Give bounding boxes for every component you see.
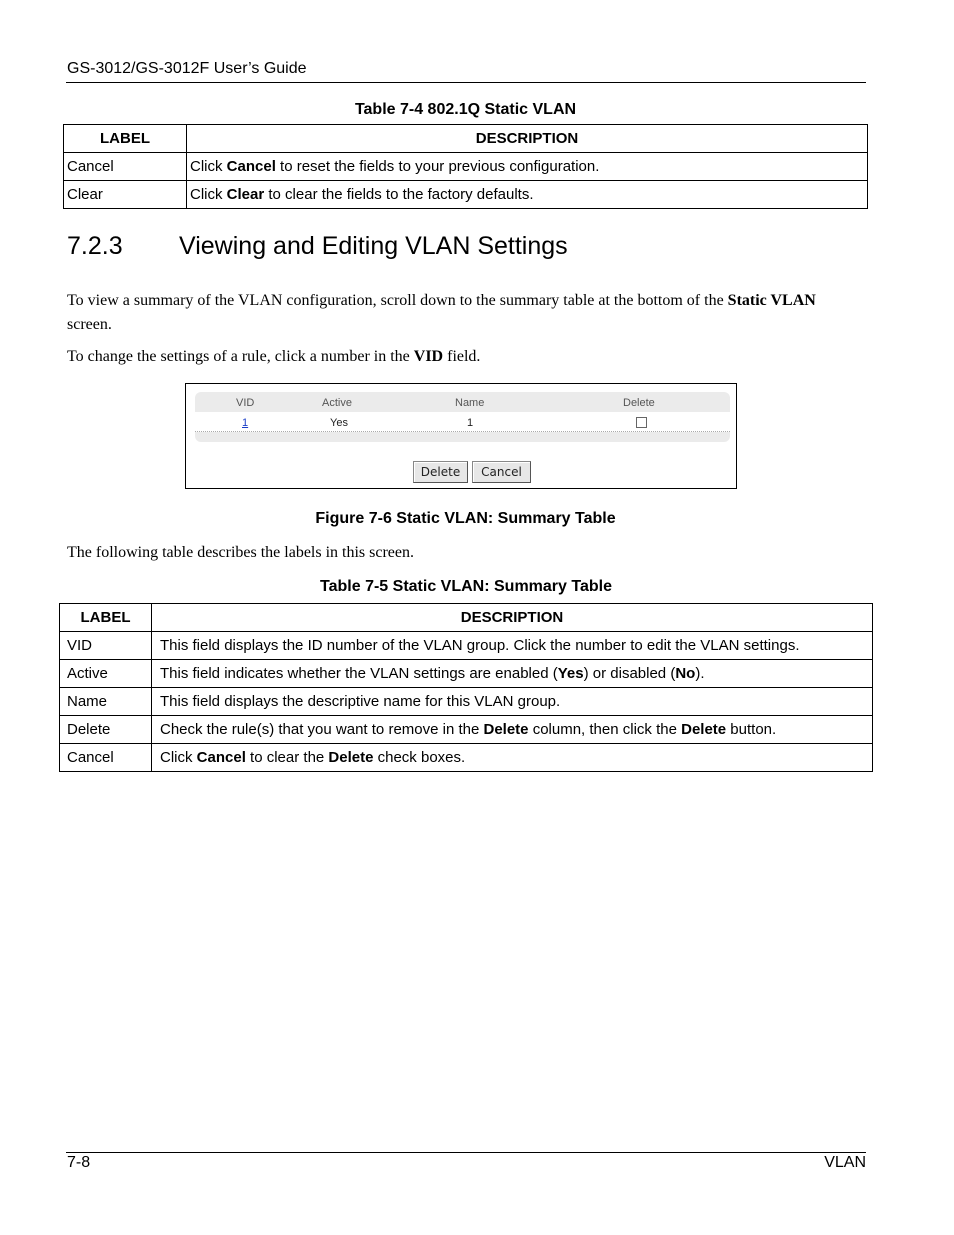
- table-row: [60, 660, 873, 688]
- active-value: Yes: [330, 417, 348, 429]
- column-header-delete: Delete: [623, 397, 655, 409]
- summary-table-header: [195, 392, 730, 412]
- paragraph-intro: To view a summary of the VLAN configuration, scroll down to the summary table at the bottom of the Static VLAN screen.: [67, 292, 816, 333]
- table-row: [64, 153, 868, 181]
- row-description: This field displays the ID number of the VLAN group. Click the number to edit the VLAN settings.: [152, 632, 873, 660]
- delete-checkbox[interactable]: [636, 417, 647, 428]
- paragraph-change-settings: To change the settings of a rule, click a number in the VID field.: [67, 348, 481, 365]
- row-label: Cancel: [64, 153, 187, 181]
- column-header-vid: VID: [236, 397, 255, 409]
- figure-7-6-caption: Figure 7-6 Static VLAN: Summary Table: [315, 510, 616, 527]
- vid-link[interactable]: 1: [242, 417, 249, 429]
- column-header-description: DESCRIPTION: [152, 604, 873, 632]
- row-description: Check the rule(s) that you want to remove in the Delete column, then click the Delete button.: [152, 716, 873, 744]
- row-description: Click Cancel to reset the fields to your previous configuration.: [187, 153, 868, 181]
- column-header-name: Name: [455, 397, 485, 409]
- section-title: Viewing and Editing VLAN Settings: [179, 232, 568, 260]
- row-description: Click Cancel to clear the Delete check boxes.: [152, 744, 873, 772]
- row-label: Clear: [64, 181, 187, 209]
- section-heading: [67, 232, 568, 261]
- row-description: Click Clear to clear the fields to the factory defaults.: [187, 181, 868, 209]
- row-label: Active: [60, 660, 152, 688]
- table-row: [60, 632, 873, 660]
- column-header-description: DESCRIPTION: [187, 125, 868, 153]
- row-description: This field indicates whether the VLAN settings are enabled (Yes) or disabled (No).: [152, 660, 873, 688]
- row-description: This field displays the descriptive name for this VLAN group.: [152, 688, 873, 716]
- chapter-name: VLAN: [824, 1154, 866, 1171]
- row-label: VID: [60, 632, 152, 660]
- table-row: [60, 688, 873, 716]
- summary-table-screenshot: [185, 383, 737, 489]
- column-header-label: LABEL: [64, 125, 187, 153]
- table-7-4-caption: Table 7-4 802.1Q Static VLAN: [354, 101, 577, 118]
- page-number: 7-8: [67, 1154, 91, 1171]
- table-7-5: [59, 603, 873, 772]
- row-label: Delete: [60, 716, 152, 744]
- cancel-button[interactable]: Cancel: [472, 461, 531, 483]
- footer-rule: [66, 1152, 866, 1153]
- table-7-5-caption: Table 7-5 Static VLAN: Summary Table: [320, 578, 612, 595]
- table-row: [64, 181, 868, 209]
- table-7-4: [63, 124, 868, 209]
- column-header-label: LABEL: [60, 604, 152, 632]
- name-value: 1: [467, 417, 474, 429]
- summary-table-footer: [195, 432, 730, 442]
- row-label: Name: [60, 688, 152, 716]
- section-number: 7.2.3: [67, 232, 123, 260]
- delete-button[interactable]: Delete: [413, 461, 468, 483]
- running-header: GS-3012/GS-3012F User’s Guide: [67, 60, 307, 77]
- table-row: [60, 744, 873, 772]
- column-header-active: Active: [322, 397, 352, 409]
- table-row: [60, 716, 873, 744]
- paragraph-table-intro: The following table describes the labels in this screen.: [67, 544, 415, 561]
- summary-table-row: [195, 413, 730, 431]
- row-label: Cancel: [60, 744, 152, 772]
- header-rule: [66, 82, 866, 83]
